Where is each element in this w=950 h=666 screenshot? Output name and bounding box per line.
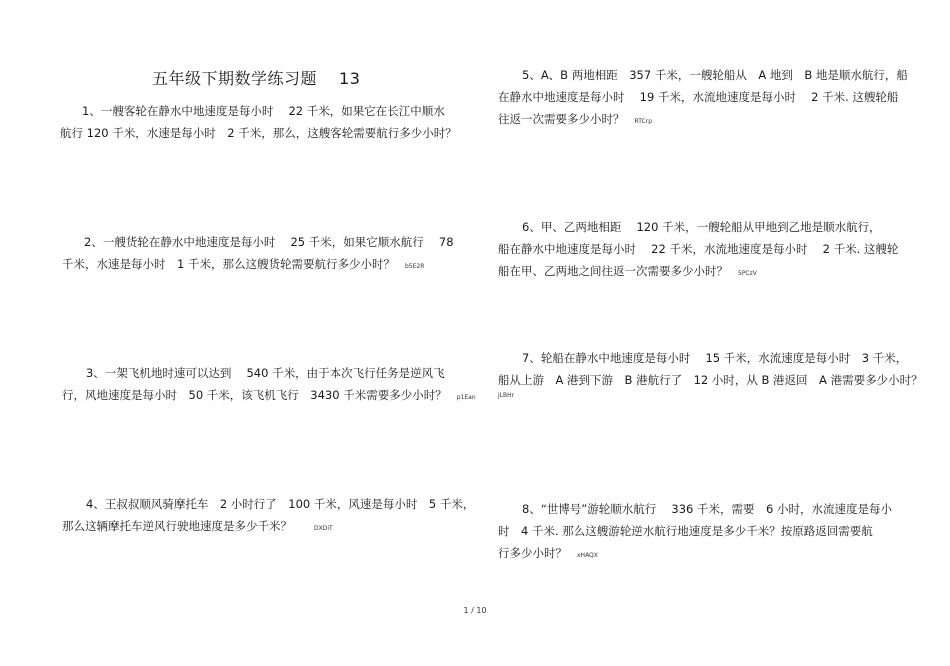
- problem-7: [498, 347, 923, 401]
- problem-5-line-3: 往返一次需要多少小时？: [498, 112, 625, 126]
- problem-4-line-2: 那么这辆摩托车逆风行驶地速度是多少千米？: [62, 519, 292, 533]
- problem-3-code: p1Ean: [456, 394, 476, 401]
- problem-6-line-3-wrap: [498, 260, 898, 282]
- title-number: 13: [339, 69, 361, 88]
- problem-5-code: RTCrp: [634, 118, 653, 125]
- problem-4-line-2-wrap: [62, 515, 474, 537]
- page-title: [152, 66, 360, 89]
- problem-1-line-1: 1、一艘客轮在静水中地速度是每小时 22 千米，如果它在长江中顺水: [82, 104, 445, 118]
- page-number: 1 / 10: [463, 606, 487, 615]
- problem-7-line-2: 船从上游 A 港到下游 B 港航行了 12 小时，从 B 港返回 A 港需要多少小时？: [498, 373, 923, 387]
- problem-3: [62, 362, 476, 406]
- problem-3-line-2-wrap: [62, 384, 476, 406]
- problem-1-line-2: 航行 120 千米，水速是每小时 2 千米，那么，这艘客轮需要航行多少小时？: [60, 126, 457, 140]
- problem-8: [498, 498, 892, 564]
- problem-6-line-3: 船在甲、乙两地之间往返一次需要多少小时？: [498, 264, 728, 278]
- problem-7-line-1: 7、轮船在静水中地速度是每小时 15 千米，水流速度是每小时 3 千米，: [522, 351, 908, 365]
- problem-8-line-2: 时 4 千米. 那么这艘游轮逆水航行地速度是多少千米？按原路返回需要航: [498, 524, 873, 538]
- problem-4: [62, 493, 475, 537]
- problem-2: [62, 231, 454, 275]
- problem-1: [60, 100, 457, 144]
- problem-2-code: b5E2R: [404, 263, 425, 270]
- problem-5: [498, 64, 908, 130]
- problem-5-line-3-wrap: [498, 108, 908, 130]
- problem-4-code: DXDiT: [314, 525, 333, 532]
- problem-6-line-2: 船在静水中地速度是每小时 22 千米，水流地速度是每小时 2 千米. 这艘轮: [498, 242, 899, 256]
- problem-5-line-2: 在静水中地速度是每小时 19 千米，水流地速度是每小时 2 千米. 这艘轮船: [498, 90, 899, 104]
- problem-3-line-2: 行，风地速度是每小时 50 千米，该飞机飞行 3430 千米需要多少小时？: [62, 388, 447, 402]
- problem-2-line-2: 千米，水速是每小时 1 千米，那么这艘货轮需要航行多少小时？: [62, 257, 395, 271]
- problem-8-line-3-wrap: [498, 542, 892, 564]
- problem-8-line-1: 8、“世博号”游轮顺水航行 336 千米，需要 6 小时，水流速度是每小: [522, 502, 892, 516]
- problem-7-code: jLBHr: [498, 392, 515, 399]
- problem-2-line-1: 2、一艘货轮在静水中地速度是每小时 25 千米，如果它顺水航行 78: [84, 235, 454, 249]
- problem-2-line-2-wrap: [62, 253, 454, 275]
- problem-5-line-1: 5、A、B 两地相距 357 千米，一艘轮船从 A 地到 B 地是顺水航行，船: [522, 68, 908, 82]
- problem-4-line-1: 4、王叔叔顺风骑摩托车 2 小时行了 100 千米，风速是每小时 5 千米，: [86, 497, 475, 511]
- problem-3-line-1: 3、一架飞机地时速可以达到 540 千米，由于本次飞行任务是逆风飞: [86, 366, 445, 380]
- problem-6: [498, 216, 899, 282]
- problem-8-line-3: 行多少小时？: [498, 546, 567, 560]
- problem-8-code: xHAQX: [577, 552, 598, 559]
- problem-6-line-1: 6、甲、乙两地相距 120 千米，一艘轮船从甲地到乙地是顺水航行，: [522, 220, 881, 234]
- problem-6-code: 5PCzV: [738, 270, 757, 277]
- title-text: 五年级下期数学练习题: [152, 69, 318, 88]
